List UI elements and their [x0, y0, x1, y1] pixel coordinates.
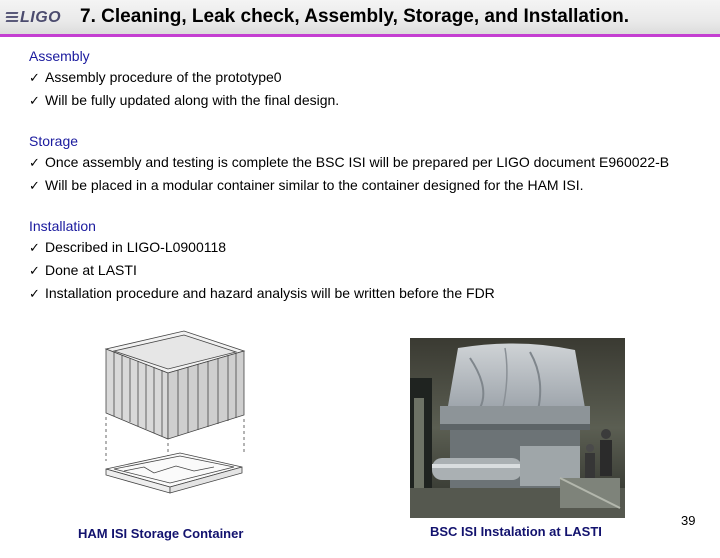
bullet-text: Once assembly and testing is complete the BSC ISI will be prepared per LIGO document E960022-B — [45, 154, 670, 170]
bullet-item — [29, 151, 714, 174]
checkmark-icon: ✓ — [29, 178, 40, 193]
bullet-item — [29, 66, 714, 89]
bullet-text: Done at LASTI — [45, 262, 137, 278]
figure-caption-left: HAM ISI Storage Container — [78, 526, 244, 541]
bullet-text: Assembly procedure of the prototype0 — [45, 69, 282, 85]
ligo-logo — [6, 8, 61, 28]
checkmark-icon: ✓ — [29, 286, 40, 301]
checkmark-icon: ✓ — [29, 155, 40, 170]
header-rule — [0, 34, 720, 37]
ham-isi-storage-container-image — [84, 321, 256, 519]
bullet-item — [29, 174, 714, 197]
slide-content — [29, 46, 714, 305]
bullet-text: Will be placed in a modular container similar to the container designed for the HAM ISI. — [45, 177, 584, 193]
ligo-logo-text: LIGO — [20, 9, 62, 26]
bullet-item — [29, 282, 714, 305]
slide-title: 7. Cleaning, Leak check, Assembly, Storage, and Installation. — [80, 6, 630, 27]
checkmark-icon: ✓ — [29, 263, 40, 278]
bullet-item — [29, 89, 714, 112]
bsc-isi-installation-photo — [410, 338, 625, 518]
bullet-text: Will be fully updated along with the final design. — [45, 92, 340, 108]
installation-heading: Installation — [29, 218, 96, 234]
checkmark-icon: ✓ — [29, 70, 40, 85]
ligo-logo-mark-icon — [6, 11, 18, 25]
checkmark-icon: ✓ — [29, 93, 40, 108]
checkmark-icon: ✓ — [29, 240, 40, 255]
bullet-text: Installation procedure and hazard analysis will be written before the FDR — [45, 285, 495, 301]
assembly-heading: Assembly — [29, 48, 90, 64]
figure-caption-right: BSC ISI Instalation at LASTI — [430, 524, 602, 539]
bullet-item — [29, 259, 714, 282]
storage-heading: Storage — [29, 133, 79, 149]
bullet-item — [29, 236, 714, 259]
page-number: 39 — [681, 513, 696, 528]
bullet-text: Described in LIGO-L0900118 — [45, 239, 227, 255]
